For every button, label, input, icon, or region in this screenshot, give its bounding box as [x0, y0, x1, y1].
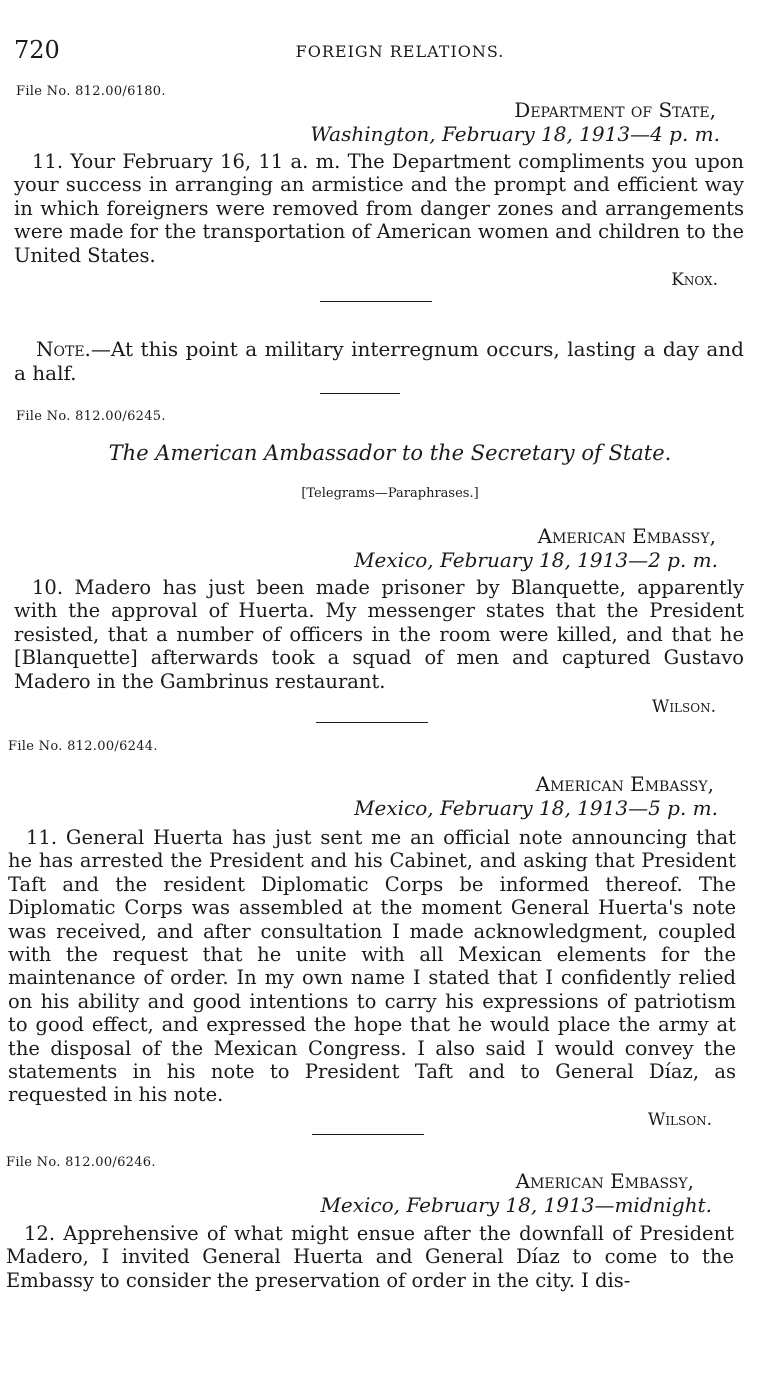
signature: Wilson. [647, 1110, 712, 1130]
dateline: Mexico, February 18, 1913—2 p. m. [354, 548, 718, 572]
note-label: Note. [36, 337, 91, 361]
telegram-body: 11. Your February 16, 11 a. m. The Department compliments you upon your success in arranging an armistice and the prompt and efficient way in which foreigners were removed from danger zones and arrangements were made for the transportation of American women and children to the United States. [14, 150, 744, 267]
telegram-body: 10. Madero has just been made prisoner by Blanquette, apparently with the approval of Huerta. My messenger states that the President resisted, that a number of officers in the room were killed, and that he [Blanquette] afterwards took a squad of men and captured Gustavo Madero in the Gambrinus restaurant. [14, 576, 744, 693]
signature: Knox. [671, 270, 718, 290]
telegram-body: 11. General Huerta has just sent me an official note announcing that he has arrested the President and his Cabinet, and asking that President Taft and the resident Diplomatic Corps be informed thereof. The Diplomatic Corps was assembled at the moment General Huerta's note was received, and after consultation I made acknowledgment, coupled with the request that he unite with all Mexican elements for the maintenance of order. In my own name I stated that I confidently relied on his ability and good intentions to carry his expressions of patriotism to good effect, and expressed the hope that he would place the army at the disposal of the Mexican Congress. I also said I would convey the statements in his note to President Taft and to General Díaz, as requested in his note. [8, 826, 736, 1107]
file-number: File No. 812.00/6245. [16, 409, 166, 424]
origin-line: American Embassy, [515, 1169, 694, 1193]
file-number: File No. 812.00/6180. [16, 84, 166, 99]
subheading: [Telegrams—Paraphrases.] [301, 486, 479, 501]
document-heading: The American Ambassador to the Secretary of State. [108, 441, 672, 465]
page-number: 720 [14, 36, 60, 64]
divider [316, 722, 428, 723]
origin-line: American Embassy, [537, 524, 716, 548]
divider [320, 393, 400, 394]
file-number: File No. 812.00/6244. [8, 739, 158, 754]
note-text: —At this point a military interregnum occurs, lasting a day and a half. [14, 337, 744, 385]
file-number: File No. 812.00/6246. [6, 1155, 156, 1170]
telegram-body: 12. Apprehensive of what might ensue after the downfall of President Madero, I invited General Huerta and General Díaz to come to the Embassy to consider the preservation of order in the city. I dis- [6, 1222, 734, 1292]
dateline: Mexico, February 18, 1913—5 p. m. [354, 796, 718, 820]
dateline: Mexico, February 18, 1913—midnight. [320, 1193, 712, 1217]
origin-line: Department of State, [514, 98, 716, 122]
signature: Wilson. [651, 697, 716, 717]
divider [320, 301, 432, 302]
editorial-note [14, 337, 744, 385]
origin-line: American Embassy, [535, 772, 714, 796]
divider [312, 1134, 424, 1135]
running-title: FOREIGN RELATIONS. [295, 42, 505, 61]
dateline: Washington, February 18, 1913—4 p. m. [310, 122, 720, 146]
